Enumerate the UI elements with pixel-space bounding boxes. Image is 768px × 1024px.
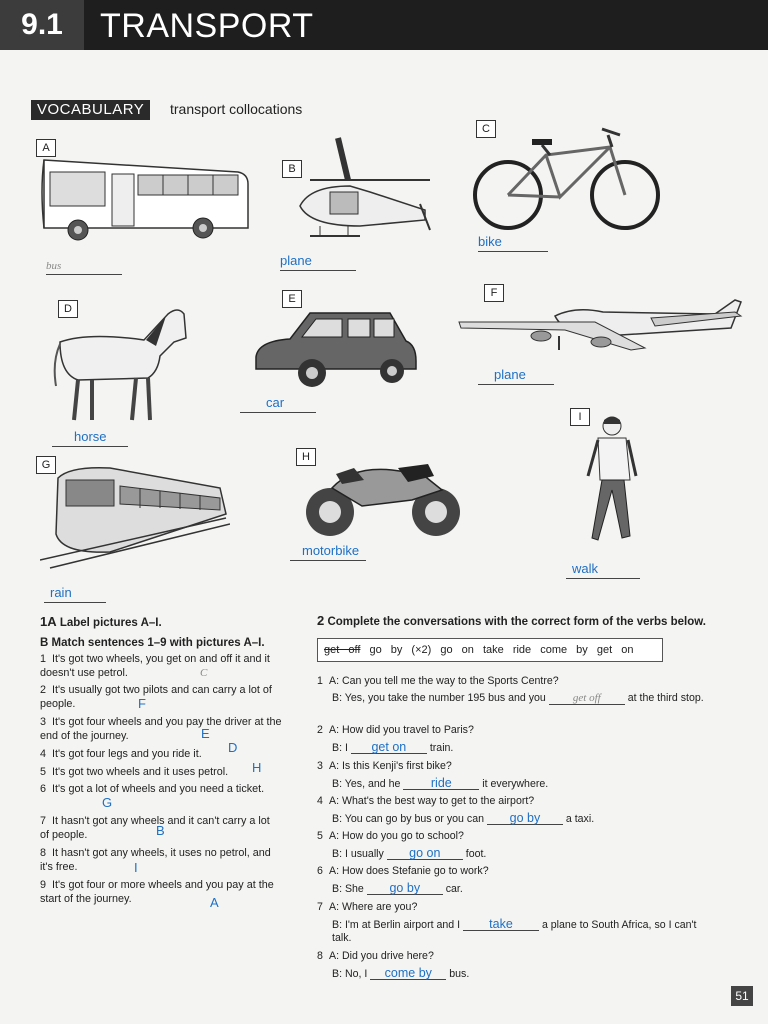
sentence-8: 8 It hasn't got any wheels, it uses no petrol, and it's free. [40, 847, 271, 873]
verb-box [317, 638, 663, 662]
sentence-5: 5 It's got two wheels and it uses petrol. [40, 766, 229, 778]
picture-letter-h: H [296, 448, 316, 466]
helicopter-icon [290, 134, 440, 246]
answer-b: plane [280, 253, 312, 268]
train-icon [40, 458, 230, 572]
walking-man-icon [578, 414, 648, 548]
answer-blank-2[interactable]: get on [351, 741, 427, 754]
picture-letter-f: F [484, 284, 504, 302]
answer-line-g[interactable] [44, 584, 106, 603]
answer-i: walk [572, 561, 599, 576]
vocabulary-subtitle: transport collocations [170, 101, 303, 117]
verb-get-on: get on [596, 644, 634, 656]
picture-letter-b: B [282, 160, 302, 178]
verb-come-by: come by [540, 644, 588, 656]
picture-letter-i: I [570, 408, 590, 426]
bus-icon [38, 150, 252, 245]
sentence-2: 2 It's usually got two pilots and can carry a lot of people. [40, 684, 272, 710]
match-answer-7[interactable]: B [156, 823, 165, 838]
answer-d: horse [74, 429, 107, 444]
verb-take: take [482, 644, 504, 656]
match-answer-3[interactable]: E [201, 726, 210, 741]
picture-letter-d: D [58, 300, 78, 318]
answer-blank-4[interactable]: go by [487, 812, 563, 825]
answer-line-h[interactable] [290, 542, 366, 561]
conversation-3: 3 A: Is this Kenji's first bike? B: Yes, and he ride it everywhere. [317, 760, 549, 790]
verb-ride: ride [512, 644, 532, 656]
picture-letter-a: A [36, 139, 56, 157]
answer-line-b[interactable] [280, 252, 356, 271]
sentence-4: 4 It's got four legs and you ride it. [40, 748, 202, 760]
unit-number: 9.1 [0, 0, 84, 50]
unit-title: TRANSPORT [100, 7, 314, 45]
match-answer-5[interactable]: H [252, 760, 262, 775]
match-answer-8[interactable]: I [134, 860, 138, 875]
sentence-6: 6 It's got a lot of wheels and you need a ticket. [40, 783, 265, 795]
answer-line-e[interactable] [240, 394, 316, 413]
conversation-1: 1 A: Can you tell me the way to the Sports Centre? B: Yes, you take the number 195 bus and you get off at the third stop. [317, 675, 704, 704]
horse-icon [48, 302, 190, 426]
answer-line-c[interactable] [478, 233, 548, 252]
taxi-car-icon [250, 305, 420, 395]
conversation-2: 2 A: How did you travel to Paris? B: I get on train. [317, 724, 474, 754]
picture-letter-g: G [36, 456, 56, 474]
sentence-7: 7 It hasn't got any wheels and it can't carry a lot of people. [40, 815, 270, 841]
answer-blank-6[interactable]: go by [367, 882, 443, 895]
verb-go-by: go by (×2) [369, 644, 432, 656]
verb-go-on: go on [440, 644, 474, 656]
answer-line-a[interactable] [46, 256, 122, 275]
answer-c: bike [478, 234, 502, 249]
vocabulary-tag: VOCABULARY [31, 100, 150, 120]
answer-line-i[interactable] [566, 560, 640, 579]
airplane-icon [455, 292, 745, 364]
conversation-8: 8 A: Did you drive here? B: No, I come by bus. [317, 950, 470, 980]
answer-h: motorbike [302, 543, 360, 558]
conversation-6: 6 A: How does Stefanie go to work? B: She go by car. [317, 865, 489, 895]
answer-line-f[interactable] [478, 366, 554, 385]
conversation-4: 4 A: What's the best way to get to the airport? B: You can go by bus or you can go by a taxi. [317, 795, 595, 825]
answer-a: bus [46, 260, 62, 272]
answer-blank-1[interactable]: get off [549, 692, 625, 705]
match-answer-9[interactable]: A [210, 895, 219, 910]
answer-g: rain [50, 585, 72, 600]
exercise-1b-heading: B Match sentences 1–9 with pictures A–I. [40, 637, 265, 649]
conversation-5: 5 A: How do you go to school? B: I usually go on foot. [317, 830, 487, 860]
picture-letter-e: E [282, 290, 302, 308]
verb-get-off: get off [324, 644, 361, 656]
conversation-7: 7 A: Where are you? B: I'm at Berlin airport and I take a plane to South Africa, so I can't talk. [317, 901, 697, 944]
sentence-3: 3 It's got four wheels and you pay the driver at the end of the journey. [40, 716, 282, 742]
sentence-9: 9 It's got four or more wheels and you pay at the start of the journey. [40, 879, 274, 905]
answer-line-d[interactable] [52, 428, 128, 447]
motorbike-icon [302, 460, 464, 540]
bicycle-icon [470, 125, 662, 233]
answer-blank-3[interactable]: ride [403, 777, 479, 790]
exercise-1a-heading: 1A Label pictures A–I. [40, 614, 162, 629]
match-answer-4[interactable]: D [228, 740, 238, 755]
match-answer-6[interactable]: G [102, 795, 113, 810]
match-answer-2[interactable]: F [138, 696, 146, 711]
picture-letter-c: C [476, 120, 496, 138]
sentence-1: 1 It's got two wheels, you get on and off it and it doesn't use petrol. [40, 653, 270, 679]
exercise-2-heading: 2 Complete the conversations with the correct form of the verbs below. [317, 613, 706, 628]
answer-f: plane [494, 367, 526, 382]
answer-blank-5[interactable]: go on [387, 847, 463, 860]
page-number: 51 [731, 986, 753, 1006]
answer-e: car [266, 395, 285, 410]
answer-blank-8[interactable]: come by [370, 967, 446, 980]
answer-blank-7[interactable]: take [463, 918, 539, 931]
match-answer-1[interactable]: C [200, 667, 208, 679]
